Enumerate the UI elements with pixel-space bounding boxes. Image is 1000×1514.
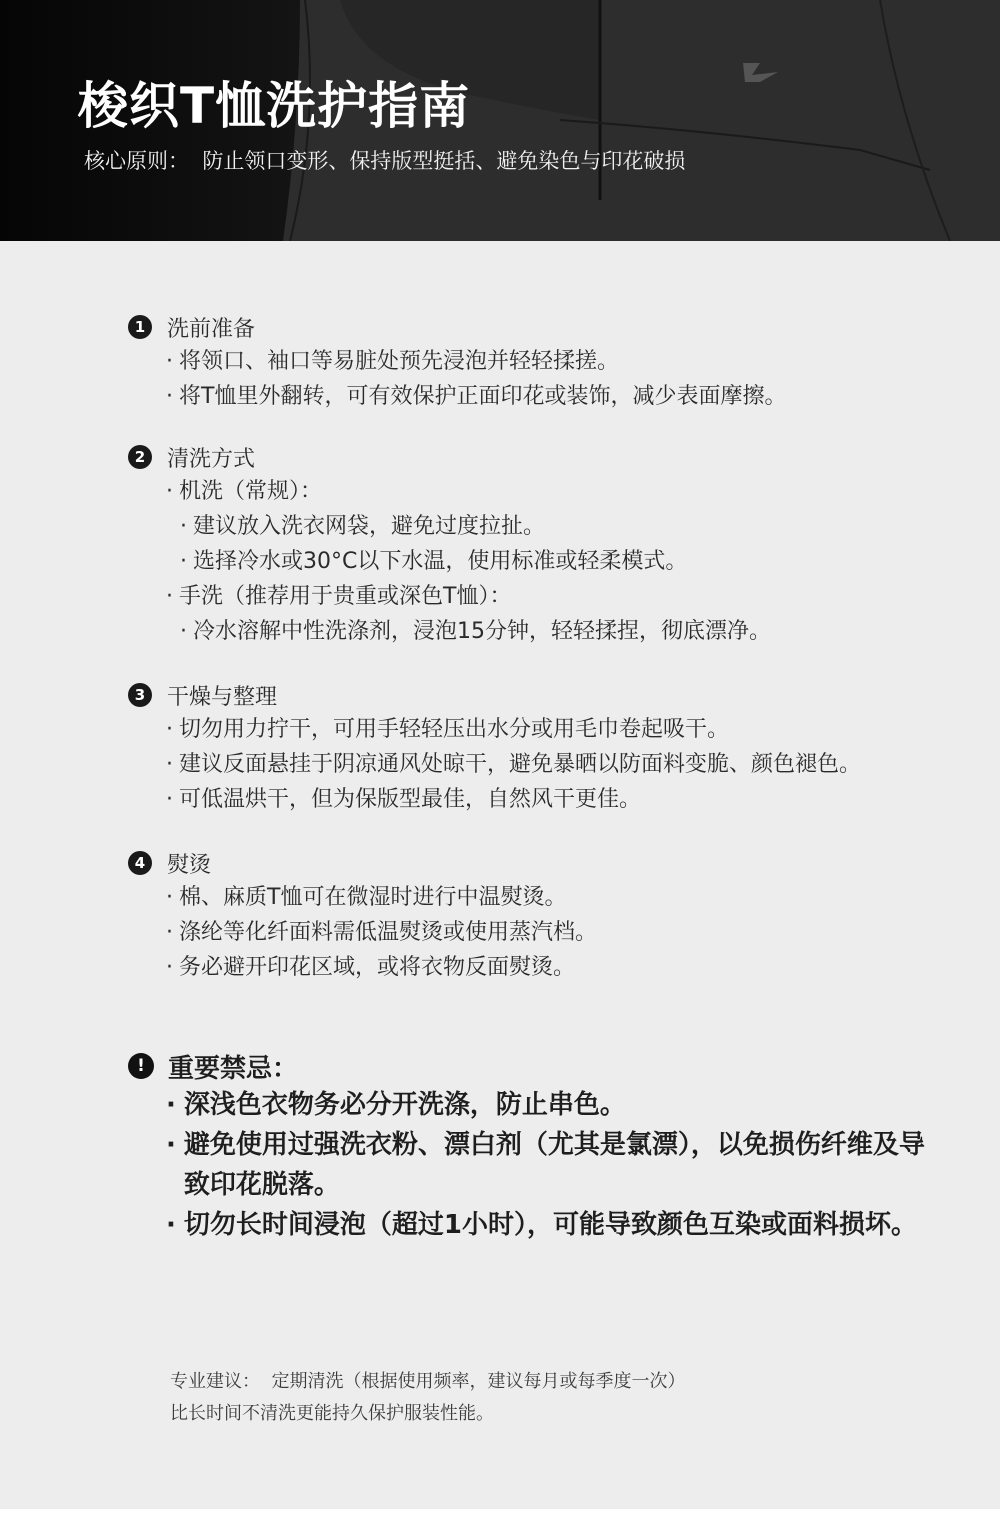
list-item: · 务必避开印花区域，或将衣物反面熨烫。 [166,955,576,980]
bullet: · [166,955,173,980]
step-number-2: 2 [128,445,152,469]
section-washing [128,440,771,649]
section-drying [128,678,861,817]
section-ironing [128,846,597,985]
list-item: · 棉、麻质T恤可在微湿时进行中温熨烫。 [166,885,567,910]
list-item: · 手洗（推荐用于贵重或深色T恤）： [166,584,512,609]
tip-line: 专业建议： 定期清洗（根据使用频率，建议每月或每季度一次） [170,1371,686,1392]
section-prewash [128,310,786,414]
bullet: · [166,1130,176,1160]
step-number-4: 4 [128,851,152,875]
bullet: · [166,584,173,609]
bullet: · [166,1090,176,1120]
warning-title: 重要禁忌： [168,1053,299,1084]
list-item: · 建议放入洗衣网袋，避免过度拉扯。 [180,514,546,539]
hero-banner [0,0,1000,241]
warning-item: · 深浅色衣物务必分开洗涤，防止串色。 [128,1085,926,1125]
list-item: · 可低温烘干，但为保版型最佳，自然风干更佳。 [166,787,642,812]
list-item: · 冷水溶解中性洗涤剂，浸泡15分钟，轻轻揉捏，彻底漂净。 [180,619,771,644]
list-item: · 涤纶等化纤面料需低温熨烫或使用蒸汽档。 [166,920,598,945]
warning-item: · 避免使用过强洗衣粉、漂白剂（尤其是氯漂），以免损伤纤维及导致印花脱落。 [128,1125,926,1205]
step-number-3: 3 [128,683,152,707]
bullet: · [166,384,173,409]
bullet: · [166,787,173,812]
bullet: · [180,514,187,539]
list-item: · 将领口、袖口等易脏处预先浸泡并轻轻揉搓。 [166,349,620,374]
step-number-1: 1 [128,315,152,339]
warning-item: · 切勿长时间浸泡（超过1小时），可能导致颜色互染或面料损坏。 [128,1205,926,1245]
bullet: · [166,752,173,777]
bullet: · [166,1210,176,1240]
bullet: · [166,920,173,945]
list-item: · 选择冷水或30°C以下水温，使用标准或轻柔模式。 [180,549,688,574]
section-title: 熨烫 [167,852,212,878]
professional-tip [170,1366,685,1430]
bullet: · [166,885,173,910]
bullet: · [180,549,187,574]
exclamation-icon: ! [128,1053,154,1079]
list-item: · 切勿用力拧干，可用手轻轻压出水分或用毛巾卷起吸干。 [166,717,730,742]
warning-section [128,1047,948,1245]
bullet: · [166,717,173,742]
page-subtitle: 核心原则： 防止领口变形、保持版型挺括、避免染色与印花破损 [84,149,686,173]
tip-line: 比长时间不清洗更能持久保护服装性能。 [170,1403,494,1424]
bullet: · [180,619,187,644]
list-item: · 机洗（常规）： [166,479,323,504]
bullet: · [166,349,173,374]
section-title: 洗前准备 [167,316,256,342]
page-title: 梭织T恤洗护指南 [78,77,471,135]
bullet: · [166,479,173,504]
bottom-divider [0,1509,1000,1514]
section-title: 干燥与整理 [167,684,278,710]
list-item: · 将T恤里外翻转，可有效保护正面印花或装饰，减少表面摩擦。 [166,384,787,409]
list-item: · 建议反面悬挂于阴凉通风处晾干，避免暴晒以防面料变脆、颜色褪色。 [166,752,862,777]
section-title: 清洗方式 [167,446,256,472]
